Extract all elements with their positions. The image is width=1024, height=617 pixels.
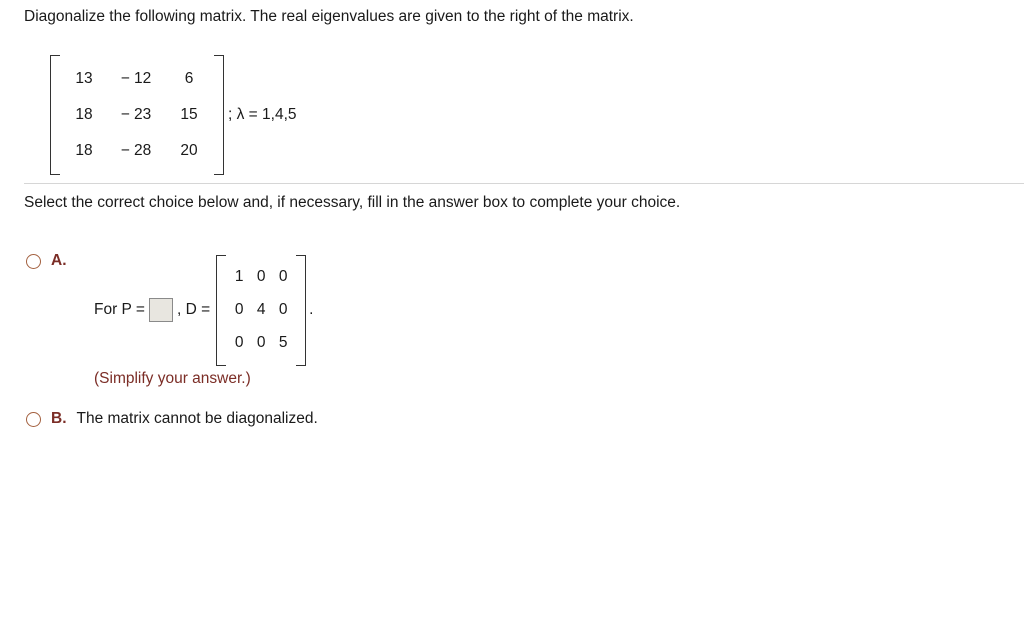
matrix-cell: 13: [75, 70, 93, 88]
matrix-cell: 20: [180, 142, 198, 160]
matrix-body: [60, 55, 214, 175]
choice-a-letter: A.: [51, 252, 67, 269]
choice-a-row[interactable]: [26, 252, 67, 270]
instruction-text: Select the correct choice below and, if necessary, fill in the answer box to complete your choice.: [24, 194, 681, 211]
matrix-row: [228, 327, 294, 360]
matrix-cell: − 28: [120, 142, 152, 160]
matrix-cell: 0: [256, 268, 266, 286]
matrix-right-bracket: [214, 55, 224, 175]
choice-b-text: The matrix cannot be diagonalized.: [76, 410, 318, 427]
problem-matrix-container: [50, 55, 297, 175]
trailing-period: .: [309, 301, 314, 318]
matrix-cell: 18: [75, 142, 93, 160]
matrix-cell: − 12: [120, 70, 152, 88]
eigenvalues-text: ; λ = 1,4,5: [228, 106, 297, 123]
matrix-left-bracket: [50, 55, 60, 175]
page-title: Diagonalize the following matrix. The real eigenvalues are given to the right of the matrix.: [24, 8, 634, 25]
radio-choice-a[interactable]: [26, 254, 41, 269]
p-answer-input[interactable]: [149, 298, 173, 322]
matrix-cell: 0: [234, 334, 244, 352]
matrix-row: [62, 133, 212, 169]
radio-choice-b[interactable]: [26, 412, 41, 427]
matrix-cell: 0: [234, 301, 244, 319]
matrix-cell: − 23: [120, 106, 152, 124]
answer-line: [94, 260, 313, 360]
d-label: , D =: [176, 301, 211, 318]
matrix-row: [228, 261, 294, 294]
matrix-row: [228, 294, 294, 327]
matrix-cell: 18: [75, 106, 93, 124]
choice-a-body: [94, 260, 313, 360]
for-p-label: For P =: [94, 301, 145, 318]
section-divider: [24, 183, 1024, 184]
d-matrix: [216, 255, 306, 366]
problem-matrix: [50, 55, 224, 175]
matrix-row: [62, 61, 212, 97]
matrix-cell: 0: [278, 268, 288, 286]
d-matrix-right-bracket: [296, 255, 306, 366]
choice-b-letter: B.: [51, 410, 67, 427]
simplify-note: (Simplify your answer.): [94, 370, 251, 387]
matrix-cell: 1: [234, 268, 244, 286]
matrix-cell: 0: [278, 301, 288, 319]
matrix-cell: 0: [256, 334, 266, 352]
d-matrix-body: [226, 255, 296, 366]
matrix-cell: 4: [256, 301, 266, 319]
d-matrix-left-bracket: [216, 255, 226, 366]
matrix-cell: 6: [184, 70, 194, 88]
choice-b-row[interactable]: [26, 410, 318, 428]
matrix-row: [62, 97, 212, 133]
matrix-cell: 5: [278, 334, 288, 352]
matrix-cell: 15: [180, 106, 198, 124]
